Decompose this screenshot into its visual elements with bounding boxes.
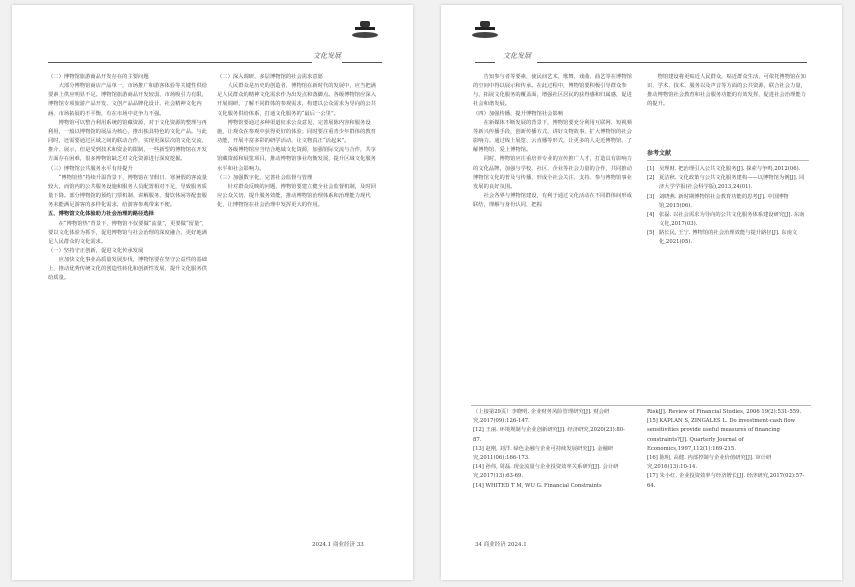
header-rule [475, 62, 495, 63]
paragraph: 在新媒体不断发展的背景下，博物馆要充分利用互联网、短视频等新兴传播手段，创新传播方式，讲好文物故事，扩大博物馆的社会影响力。通过线上展览、云直播等形式，让更多的人走近博物馆、了解博物馆、爱上博物馆。 [473, 119, 632, 154]
page-33 [12, 5, 413, 580]
reference-text: 夏洁秋. 文化政策与公共文化服务建构——以博物馆为例[J]. 同济大学学报(社会科学版),2013,24(01). [659, 175, 805, 191]
reference-item [647, 193, 809, 211]
museum-logo-icon [351, 19, 379, 41]
references-title: 参考文献 [647, 149, 809, 161]
header-rule [537, 62, 807, 63]
page-header: 文化发展 [313, 52, 341, 60]
reference-item [647, 211, 809, 229]
paragraph: 在“博物馆热”背景下，博物馆不仅要做“流量”，更要做“留量”，要以文化体验为抓手，促进博物馆与社会治理的深度融合，更好地满足人民群众的文化需求。 [48, 220, 208, 245]
paragraph: “博物馆热”持续升温背景下，博物馆在节假日、寒暑假的客流量较大，而馆内的公共服务设施和服务人员配置相对不足，导致服务质量下降。部分博物馆的预约门票机制、讲解服务、餐饮休闲等配套服务未能满足游客的多样化需求，给游客参观带来不便。 [48, 174, 208, 209]
section-heading: （二）深入调研，多层博物馆的社会需求意愿 [217, 74, 323, 80]
footnote-line: [17] 朱小红. 企业投资效率与经济增长[J]. 经济研究,2017(02):57-64. [647, 473, 805, 489]
paragraph: 告知参与者等要素，使民间艺术、歌舞、戏曲、曲艺等在博物馆的空间中得以展示和传承。在此过程中，博物馆要积极引导群众参与，拓展文化服务的覆盖面，增强社区居民的获得感和归属感，促进社会和谐发展。 [473, 74, 632, 108]
reference-text: 张磊. 以社会需求为导向的公共文化服务体系建设研究[J]. 东南文化,2017(03). [659, 211, 805, 228]
footnote-line: [12] 王丽. 环境规制与企业创新研究[J]. 经济研究,2020(23):80-87. [473, 427, 625, 443]
paragraph: 物馆建设将更贴近人民群众，贴近群众生活，可依托博物馆在知识、学术、技术、服务以及声音等方面的公共资源，联合社会力量，推动博物馆社会教育和社会服务功能的有效发挥，促进社会治理能力的提升。 [647, 74, 806, 108]
page-footer: 34 商业经济 2024.1 [475, 542, 527, 548]
right-column [647, 73, 809, 143]
section-heading: （四）加强传播，提升博物馆社会影响 [473, 110, 564, 117]
footnote-line: [15] KAPLAN S, ZINGALES L. Do investment-cash flow sensitivities provide useful measures of financing constraints?[J]. Quarterly Journal of Economics,1997,112(1):169-215. [647, 418, 796, 452]
reference-text: 吴理财. 把治理引入公共文化服务[J]. 探索与争鸣,2012(06). [659, 166, 801, 173]
page-34 [441, 5, 842, 580]
footnote-line: [14] 孙伟, 周磊. 现金流量与企业投资效率关系研究[J]. 会计研究,2017(13):63-69. [473, 464, 619, 480]
section-heading: 五、博物馆文化体验助力社会治理的路径选择 [48, 211, 154, 218]
reference-number: [2] [647, 175, 655, 182]
section-heading: （二）博物馆旅游商品开发存在的主要问题 [48, 74, 149, 80]
paragraph: 博物馆要通过多种渠道征求公众意见，完善展陈内容和服务设施，让观众在参观中获得更好的体验；同时要注重青少年群体的教育功能，开展丰富多彩的研学活动，让文物真正“活起来”。 [217, 119, 376, 145]
reference-text: 刘晓燕. 新时期博物馆社会教育功能的思考[J]. 中国博物馆,2015(06). [659, 193, 789, 209]
paragraph: 同时，博物馆应注重培养专业的宣传推广人才，打造具有影响力的文化品牌，加强与学校、社区、企业等社会力量的合作，共同推动博物馆文化的普及与传播，形成全社会关注、支持、参与博物馆事业发展的良好氛围。 [473, 156, 632, 190]
references-section [647, 145, 809, 345]
footnote-line: [16] 陈明, 高健. 内部控制与企业价值研究[J]. 审计研究,2016(13):10-14. [647, 455, 772, 471]
reference-item [647, 165, 809, 174]
header-rule [48, 62, 312, 63]
footnote-line: [14] WHITED T M, WU G. Financial Constraints [473, 482, 602, 489]
museum-logo-icon [471, 19, 499, 41]
footnote-right [647, 408, 809, 491]
reference-number: [3] [647, 193, 655, 200]
footnote-left [473, 408, 633, 491]
reference-item [647, 174, 809, 192]
references-list [647, 165, 809, 247]
footnote-line: Risk[J]. Review of Financial Studies, 2006 19(2):531-559. [647, 409, 802, 415]
reference-number: [1] [647, 166, 655, 173]
paragraph: 各级博物馆应当结合地域文化资源，加强馆际交流与合作，共享馆藏资源和展览项目，推动博物馆事业均衡发展，提升区域文化服务水平和社会影响力。 [217, 147, 376, 172]
footnote-line: （上接第29页）李晓明. 企业财务风险管理研究[J]. 财会研究,2017(09):126-147. [473, 409, 610, 425]
section-divider [471, 405, 811, 406]
paragraph: 社会各界与博物馆建设，有利于通过文化活动在不同群体间形成联结，理解与身份认同，把握 [473, 193, 632, 209]
left-column [48, 73, 208, 513]
reference-number: [5] [647, 230, 655, 237]
paragraph: 人民群众是历史的创造者，博物馆在新时代的发展中，应当把满足人民群众的精神文化需求作为出发点和落脚点。各级博物馆应深入开展调研，了解不同群体的参观需求，构建以公众需求为导向的公共文化服务供给体系，打通文化服务的“最后一公里”。 [217, 83, 376, 117]
page-footer: 2024.1 商业经济 33 [312, 542, 364, 548]
paragraph: 针对群众反映的问题，博物馆要建立健全社会监督机制，及时回应公众关切，提升服务效能，推动博物馆治理体系和治理能力现代化，让博物馆在社会治理中发挥更大的作用。 [217, 183, 376, 209]
reference-text: 路长民, 王宁. 博物馆的社会治理效能与提升路径[J]. 东南文化,2021(05). [659, 230, 798, 246]
section-heading: （三）博物馆公共服务水平有待提升 [48, 165, 133, 172]
right-column [217, 73, 377, 513]
paragraph: 应加快文化事业高质量发展步伐，博物馆要在坚守公益性的基础上，推动优秀传统文化的创造性转化和创新性发展，提升文化服务供给质量。 [48, 257, 207, 282]
footnote-line: [13] 赵刚, 刘洋. 绿色金融与企业可持续发展研究[J]. 金融研究,2011(06):166-173. [473, 445, 614, 462]
reference-number: [4] [647, 211, 655, 218]
page-header: 文化发展 [503, 52, 531, 60]
left-column [473, 73, 633, 341]
reference-item [647, 229, 809, 247]
section-heading: （一）坚持守正创新，促进文化传承发展 [48, 247, 144, 254]
paragraph: 大部分博物馆商店产品单一，市场推广和游客体验等关键性供给要素上供应明显不足。博物馆旅游商品开发较弱，市场吸引力有限，博物馆专项旅游产品开发、文创产品品牌化设计、社会精神文化内涵、市场拓展的不平衡，有在市场中竞争力不强。 [48, 83, 207, 117]
header-rule [342, 62, 382, 63]
section-heading: （三）加强数字化，完善社会监督与管理 [217, 174, 313, 181]
paragraph: 博物馆可以整合利用系统的馆藏资源，对于文化资源的整理与再利用，一般以博物馆的展品为核心，推出独具特色的文化产品。与此同时，还需要通过区域之间的联动合作，实现更深层次的文化交流、推介、展示，但是受到技术和资金的限制，一些新型的博物馆在开发方面存在困难，很多博物馆缺乏对文化资源进行深度挖掘。 [48, 119, 207, 163]
